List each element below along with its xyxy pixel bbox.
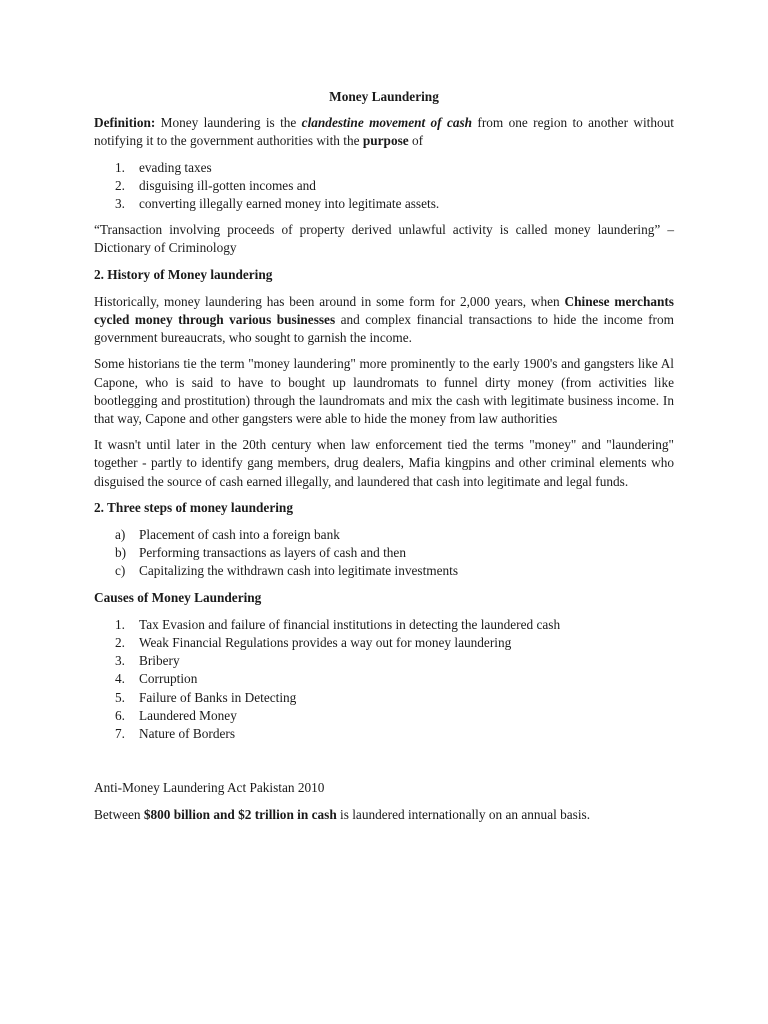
- definition-purpose: purpose: [362, 133, 409, 149]
- list-item: a) Placement of cash into a foreign bank: [115, 527, 340, 543]
- spacer: [94, 751, 674, 779]
- history-paragraph-2: Some historians tie the term "money laundering" more prominently to the early 1900's and gangsters like Al Capone, who is said to have to bought up laundromats to funnel dirty money (from activities like bootlegging and prostitution) through the laundromats and mix the cash with legitimate business income. In that way, Capone and other gangsters were able to hide the money from law authorities: [94, 356, 674, 427]
- list-item: 3. Bribery: [115, 653, 180, 669]
- steps-heading: 2. Three steps of money laundering: [94, 499, 293, 515]
- list-item: 1. Tax Evasion and failure of financial institutions in detecting the laundered cash: [115, 616, 561, 632]
- purpose-list: [94, 159, 674, 214]
- definition-text-1: Money laundering is the: [155, 115, 302, 131]
- history-paragraph-1: Historically, money laundering has been around in some form for 2,000 years, when Chinese merchants cycled money through various businesses and complex financial transactions to hide the income from government bureaucrats, who sought to garnish the income.: [94, 293, 674, 346]
- criminology-quote: “Transaction involving proceeds of property derived unlawful activity is called money laundering” – Dictionary of Criminology: [94, 222, 674, 256]
- list-item: 4. Corruption: [115, 671, 198, 687]
- definition-paragraph: [94, 114, 674, 150]
- list-item: c) Capitalizing the withdrawn cash into legitimate investments: [115, 563, 459, 579]
- history-emphasis: Chinese merchants cycled money through various businesses: [94, 293, 674, 328]
- document-title: Money Laundering: [329, 89, 439, 104]
- definition-label: Definition:: [94, 115, 156, 131]
- list-item: 1. evading taxes: [115, 159, 212, 175]
- history-heading: 2. History of Money laundering: [94, 266, 273, 282]
- causes-list: [94, 616, 674, 743]
- list-item: 2. Weak Financial Regulations provides a way out for money laundering: [115, 635, 512, 651]
- list-item: 2. disguising ill-gotten incomes and: [115, 177, 316, 193]
- definition-text-2: from one region to another without notifying it to the government authorities with the: [94, 115, 674, 149]
- history-paragraph-3: It wasn't until later in the 20th century when law enforcement tied the terms "money" and "laundering" together - partly to identify gang members, drug dealers, Mafia kingpins and other criminal elements who disguised the source of cash earned illegally, and laundered that cash into legitimate and legal funds.: [94, 437, 674, 489]
- closing-emphasis: $800 billion and $2 trillion in cash: [143, 806, 337, 822]
- closing-paragraph: Between $800 billion and $2 trillion in cash is laundered internationally on an annual basis.: [94, 806, 591, 822]
- list-item: b) Performing transactions as layers of cash and then: [115, 545, 406, 561]
- definition-text-3: of: [408, 133, 424, 149]
- definition-emphasis: clandestine movement of cash: [301, 115, 473, 131]
- act-line: Anti-Money Laundering Act Pakistan 2010: [94, 780, 325, 796]
- causes-heading: Causes of Money Laundering: [94, 589, 262, 605]
- list-item: 7. Nature of Borders: [115, 726, 235, 742]
- list-item: 5. Failure of Banks in Detecting: [115, 689, 297, 705]
- list-item: 6. Laundered Money: [115, 707, 237, 723]
- steps-list: [94, 526, 674, 581]
- list-item: 3. converting illegally earned money into legitimate assets.: [115, 196, 440, 212]
